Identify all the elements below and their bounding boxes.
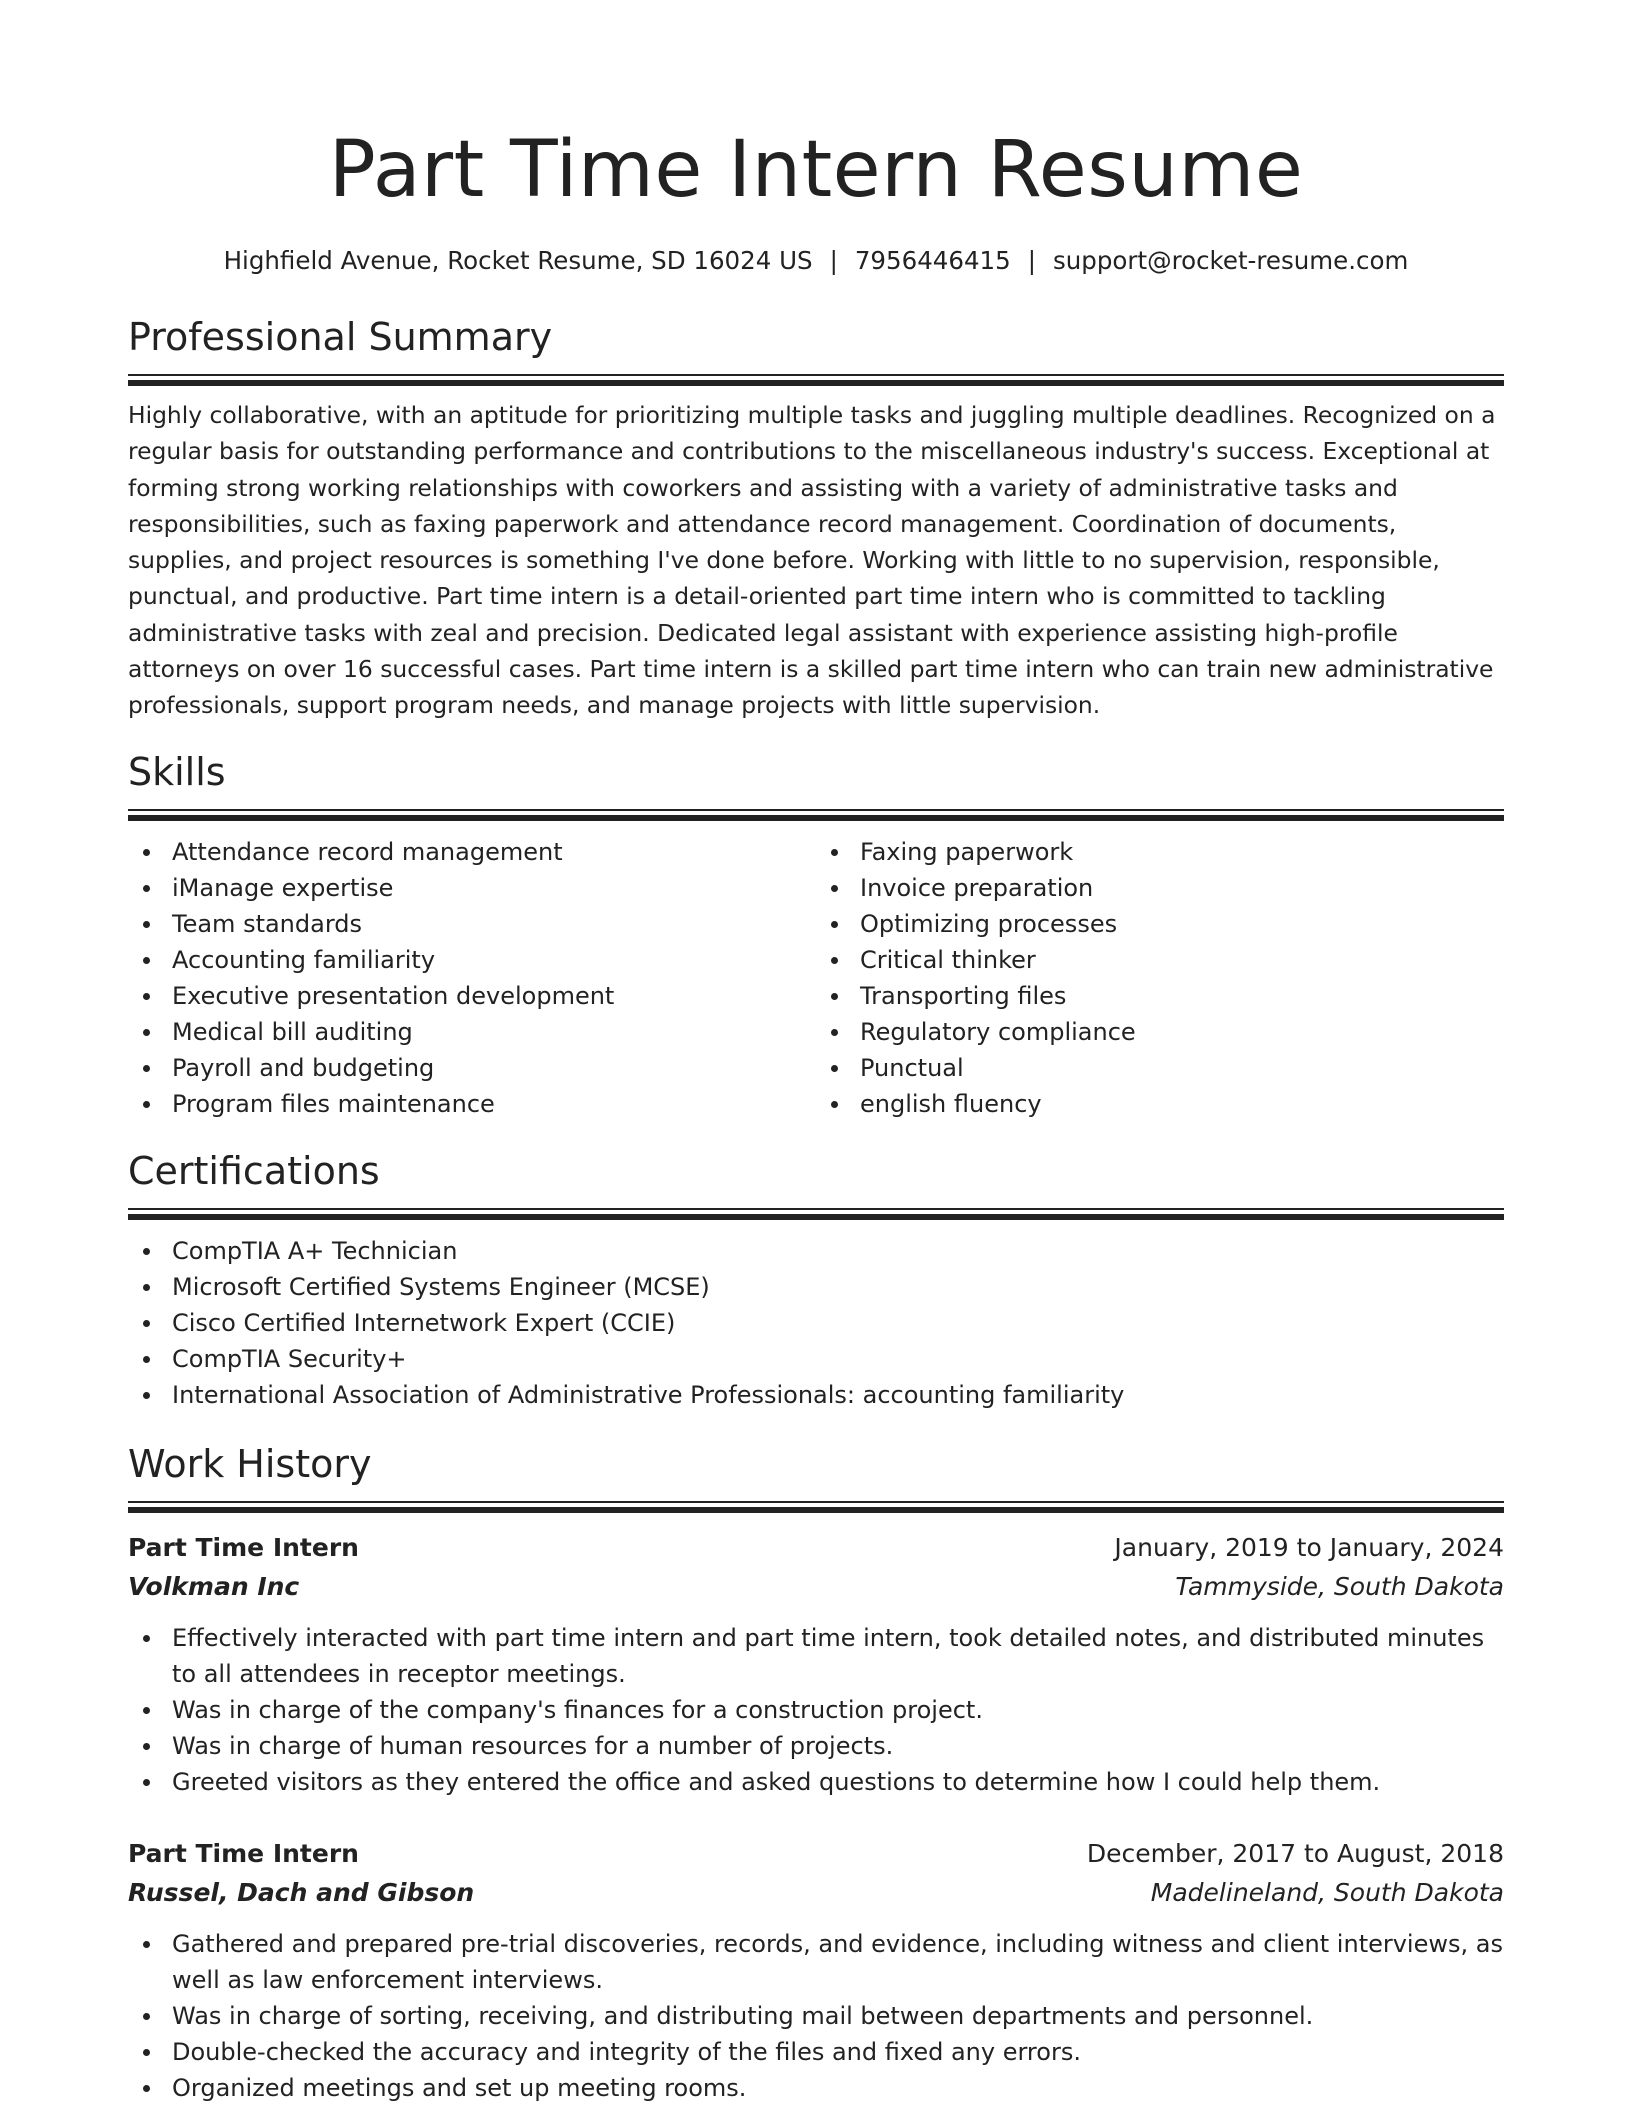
email: support@rocket-resume.com [1053,246,1409,275]
certification-item: Microsoft Certified Systems Engineer (MCSE) [128,1269,1504,1305]
job-company: Volkman Inc [128,1572,300,1602]
certifications-heading: Certifications [128,1149,380,1194]
job-bullets [128,1926,1504,2106]
resume-title: Part Time Intern Resume [328,125,1304,215]
job-company-row [128,1873,1504,1912]
job-location: Madelineland, South Dakota [1150,1878,1504,1908]
skill-item: Invoice preparation [816,870,1504,906]
skill-item: Payroll and budgeting [128,1050,816,1086]
summary-heading: Professional Summary [128,315,553,359]
job-dates: January, 2019 to January, 2024 [1114,1533,1504,1563]
job-company: Russel, Dach and Gibson [128,1878,475,1908]
job-bullets [128,1620,1504,1800]
job-bullet: Greeted visitors as they entered the office and asked questions to determine how I could help them. [128,1764,1504,1800]
certifications-list [128,1233,1504,1413]
skills-left-column [128,834,816,1122]
work-history-heading: Work History [128,1442,372,1487]
job-header-row [128,1834,1504,1873]
section-divider [128,1208,1504,1219]
skill-item: Regulatory compliance [816,1014,1504,1050]
job-bullet: Was in charge of human resources for a number of projects. [128,1728,1504,1764]
job-bullet: Double-checked the accuracy and integrity of the files and fixed any errors. [128,2034,1504,2070]
skill-item: iManage expertise [128,870,816,906]
job-header-row [128,1528,1504,1567]
phone: 7956446415 [854,246,1011,275]
job-entry [128,1834,1504,2106]
skill-item: Team standards [128,906,816,942]
skill-item: Faxing paperwork [816,834,1504,870]
skill-item: Program files maintenance [128,1086,816,1122]
section-divider [128,1501,1504,1512]
job-location: Tammyside, South Dakota [1175,1572,1504,1602]
skill-item: Punctual [816,1050,1504,1086]
certifications-section [128,1146,1504,1413]
work-history-section [128,1439,1504,2106]
contact-separator: | [1027,246,1036,275]
skills-section [128,747,1504,1122]
job-entry [128,1528,1504,1800]
skills-heading: Skills [128,750,226,795]
skill-item: Accounting familiarity [128,942,816,978]
summary-section [128,312,1504,724]
job-title: Part Time Intern [128,1839,359,1869]
skills-right-column [816,834,1504,1122]
skill-item: english fluency [816,1086,1504,1122]
certification-item: International Association of Administrative Professionals: accounting familiarity [128,1377,1504,1413]
job-bullet: Was in charge of sorting, receiving, and distributing mail between departments and personnel. [128,1998,1504,2034]
job-bullet: Was in charge of the company's finances for a construction project. [128,1692,1504,1728]
job-bullet: Organized meetings and set up meeting rooms. [128,2070,1504,2106]
address: Highfield Avenue, Rocket Resume, SD 16024 US [223,246,813,275]
certification-item: CompTIA Security+ [128,1341,1504,1377]
job-bullet: Effectively interacted with part time intern and part time intern, took detailed notes, and distributed minutes to all attendees in receptor meetings. [128,1620,1504,1692]
skills-columns [128,834,1504,1122]
skill-item: Transporting files [816,978,1504,1014]
certification-item: CompTIA A+ Technician [128,1233,1504,1269]
skill-item: Medical bill auditing [128,1014,816,1050]
skill-item: Executive presentation development [128,978,816,1014]
section-divider [128,809,1504,820]
contact-line [128,244,1504,278]
skill-item: Attendance record management [128,834,816,870]
section-divider [128,374,1504,385]
skill-item: Optimizing processes [816,906,1504,942]
summary-text: Highly collaborative, with an aptitude for prioritizing multiple tasks and juggling multiple deadlines. Recognized on a regular basis for outstanding performance and contributions to the miscellaneous industry's success. Exceptional at forming strong working relationships with coworkers and assisting with a variety of administrative tasks and responsibilities, such as faxing paperwork and attendance record management. Coordination of documents, supplies, and project resources is something I've done before. Working with little to no supervision, responsible, punctual, and productive. Part time intern is a detail-oriented part time intern who is committed to tackling administrative tasks with zeal and precision. Dedicated legal assistant with experience assisting high-profile attorneys on over 16 successful cases. Part time intern is a skilled part time intern who can train new administrative professionals, support program needs, and manage projects with little supervision. [128,401,1496,720]
contact-separator: | [829,246,838,275]
job-title: Part Time Intern [128,1533,359,1563]
job-bullet: Gathered and prepared pre-trial discoveries, records, and evidence, including witness and client interviews, as well as law enforcement interviews. [128,1926,1504,1998]
job-company-row [128,1567,1504,1606]
certification-item: Cisco Certified Internetwork Expert (CCIE) [128,1305,1504,1341]
job-dates: December, 2017 to August, 2018 [1086,1839,1504,1869]
skill-item: Critical thinker [816,942,1504,978]
